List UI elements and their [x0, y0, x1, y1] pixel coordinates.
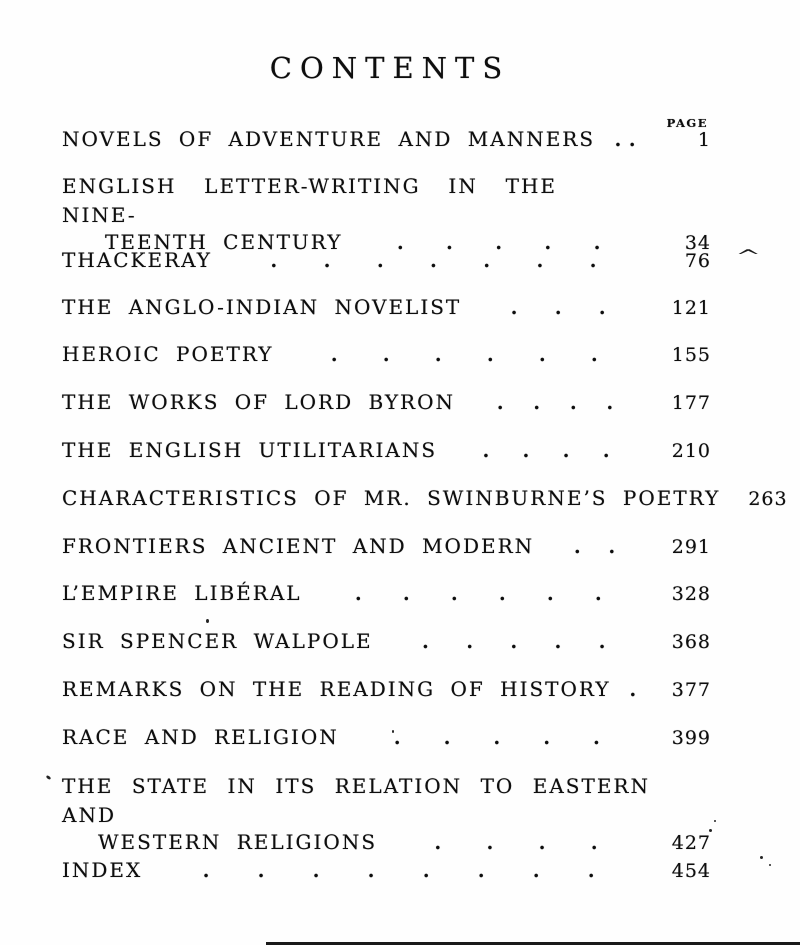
leader-dot: .: [554, 631, 562, 653]
scan-speck: [760, 856, 763, 859]
page-number: 454: [671, 860, 711, 882]
leader-dot: .: [598, 631, 606, 653]
leader-dot: .: [538, 344, 546, 366]
leader-dot: .: [554, 297, 562, 319]
toc-entry-line: ENGLISH LETTER-WRITING IN THE NINE-: [62, 174, 557, 227]
leader-dot: .: [354, 583, 362, 605]
dot-leader: [385, 630, 643, 654]
page-number: 210: [671, 440, 711, 462]
leader-dot: .: [443, 727, 451, 749]
leader-dot: .: [598, 297, 606, 319]
leader-dot: .: [546, 583, 554, 605]
toc-entry: [62, 438, 715, 463]
leader-dot: .: [544, 232, 552, 254]
leader-dot: .: [594, 583, 602, 605]
toc-entry-last-line: [62, 486, 788, 511]
leader-dot: .: [422, 631, 429, 653]
dot-leader: [351, 726, 643, 750]
toc-entry: [62, 486, 788, 511]
leader-dot: .: [593, 232, 601, 254]
toc-entry-last-line: [62, 677, 715, 702]
page-number: 399: [671, 727, 711, 749]
toc-entry-line: SIR SPENCER WALPOLE: [62, 629, 373, 653]
leader-dot: .: [590, 832, 598, 854]
leader-dot: .: [593, 727, 600, 749]
page-column-header: PAGE: [666, 116, 708, 130]
toc-entry-line: THE STATE IN ITS RELATION TO EASTERN AND: [62, 774, 650, 827]
leader-dot: .: [522, 440, 530, 462]
page-title: CONTENTS: [269, 51, 511, 85]
leader-dot: .: [396, 232, 404, 254]
dot-leader: [449, 439, 643, 463]
leader-dot: .: [536, 250, 544, 272]
toc-entry-line: L’EMPIRE LIBÉRAL: [62, 581, 302, 605]
leader-dot: .: [602, 440, 610, 462]
leader-dot: .: [486, 344, 494, 366]
dot-leader: [389, 831, 643, 855]
leader-dot: .: [466, 631, 473, 653]
toc-entry-line: THE ENGLISH UTILITARIANS: [62, 438, 438, 462]
leader-dot: .: [393, 727, 401, 749]
dot-leader: [286, 343, 644, 367]
page-number: 1: [697, 129, 711, 151]
toc-entry: [62, 390, 715, 415]
toc-entry-line: NOVELS OF ADVENTURE AND MANNERS: [62, 127, 596, 151]
toc-entry: [62, 534, 715, 559]
dot-leader: [467, 391, 643, 415]
leader-dot: .: [533, 392, 541, 414]
toc-entry-line: THE ANGLO-INDIAN NOVELIST: [62, 295, 462, 319]
leader-dot: .: [450, 583, 458, 605]
leader-dot: .: [434, 344, 442, 366]
page-number: 76: [684, 250, 711, 272]
dot-leader: [473, 296, 643, 320]
leader-dot: .: [376, 250, 384, 272]
leader-dot: .: [590, 344, 598, 366]
leader-dot: .: [402, 583, 410, 605]
leader-dot: .: [382, 344, 390, 366]
toc-entry-last-line: [62, 858, 715, 883]
page-number: 177: [671, 392, 711, 414]
dot-leader: [224, 249, 643, 273]
pencil-caret-annotation: ^: [735, 246, 761, 267]
toc-entry-last-line: [62, 438, 715, 463]
leader-dot: .: [495, 232, 502, 254]
toc-entry: [62, 246, 761, 273]
leader-dot: .: [496, 392, 504, 414]
toc-entry: [62, 295, 715, 320]
page-number: 34: [684, 232, 711, 254]
dot-leader: [154, 859, 643, 883]
page-number: 377: [671, 679, 711, 701]
page-number: 291: [671, 536, 711, 558]
toc-entry-last-line: [62, 390, 715, 415]
toc-entry-line: THACKERAY: [62, 248, 212, 272]
leader-dot: .: [498, 583, 506, 605]
toc-entry-last-line: [62, 534, 715, 559]
toc-entry-line: INDEX: [62, 858, 143, 882]
page-number: 427: [671, 832, 711, 854]
toc-entry-line: TEENTH CENTURY: [105, 230, 343, 254]
leader-dot: .: [562, 440, 570, 462]
leader-dot: .: [257, 860, 265, 882]
dot-leader: [546, 535, 643, 559]
toc-entry-line: FRONTIERS ANCIENT AND MODERN: [62, 534, 535, 558]
leader-dot: .: [538, 832, 546, 854]
dot-leader: [314, 582, 643, 606]
toc-entry: [62, 629, 715, 654]
toc-entry-last-line: [62, 629, 715, 654]
leader-dot: .: [434, 832, 442, 854]
leader-dot: .: [483, 250, 490, 272]
toc-entry-last-line: [62, 342, 715, 367]
leader-dot: .: [482, 440, 490, 462]
leader-dot: .: [270, 250, 278, 272]
page-number: 121: [671, 297, 711, 319]
toc-entry-last-line: [62, 295, 715, 320]
page-number: 155: [671, 344, 711, 366]
leader-dot: .: [510, 631, 518, 653]
leader-dot: .: [202, 860, 210, 882]
toc-entry-last-line: [62, 127, 715, 152]
leader-dot: .: [569, 392, 577, 414]
dot-leader: [607, 128, 643, 152]
leader-dot: .: [430, 250, 437, 272]
scan-speck: [714, 820, 716, 822]
toc-entry-last-line: [62, 581, 715, 606]
dot-leader: [623, 678, 643, 702]
leader-dot: .: [543, 727, 550, 749]
toc-entry-line: RACE AND RELIGION: [62, 725, 339, 749]
leader-dot: .: [589, 250, 597, 272]
leader-dot: .: [422, 860, 430, 882]
page-number: 263: [748, 488, 788, 510]
scan-speck: [709, 829, 712, 832]
toc-entry-line: CHARACTERISTICS OF MR. SWINBURNE’S POETRY: [62, 486, 721, 510]
leader-dot: .: [486, 832, 494, 854]
toc-entry-last-line: [62, 725, 715, 750]
page-number: 368: [671, 631, 711, 653]
page-number: 328: [671, 583, 711, 605]
toc-entry-line: HEROIC POETRY: [62, 342, 274, 366]
leader-dot: .: [312, 860, 320, 882]
leader-dot: .: [532, 860, 540, 882]
leader-dot: .: [493, 727, 501, 749]
toc-entry: [62, 725, 715, 750]
leader-dot: .: [323, 250, 331, 272]
leader-dot: .: [606, 392, 614, 414]
scan-speck: [769, 864, 771, 866]
leader-dot: .: [629, 679, 637, 701]
leader-dot: .: [477, 860, 485, 882]
leader-dot: .: [628, 129, 636, 151]
toc-entry-line: THE WORKS OF LORD BYRON: [62, 390, 456, 414]
toc-entry: [62, 581, 715, 606]
leader-dot: .: [446, 232, 453, 254]
toc-entry: [62, 342, 715, 367]
toc-entry: [62, 858, 715, 883]
toc-entry-last-line: [62, 246, 761, 273]
scan-speck: [206, 619, 209, 623]
toc-entry-line: WESTERN RELIGIONS: [98, 830, 378, 854]
leader-dot: .: [510, 297, 518, 319]
leader-dot: .: [587, 860, 595, 882]
scan-speck: [392, 730, 394, 733]
toc-entry-line: REMARKS ON THE READING OF HISTORY: [62, 677, 611, 701]
toc-entry: [62, 127, 715, 152]
leader-dot: .: [330, 344, 338, 366]
leader-dot: .: [614, 129, 622, 151]
leader-dot: .: [574, 536, 581, 558]
toc-entry: [62, 772, 715, 855]
leader-dot: .: [367, 860, 375, 882]
toc-entry: [62, 677, 715, 702]
toc-entry-last-line: [62, 830, 715, 855]
leader-dot: .: [608, 536, 616, 558]
toc-entry: [62, 172, 715, 255]
